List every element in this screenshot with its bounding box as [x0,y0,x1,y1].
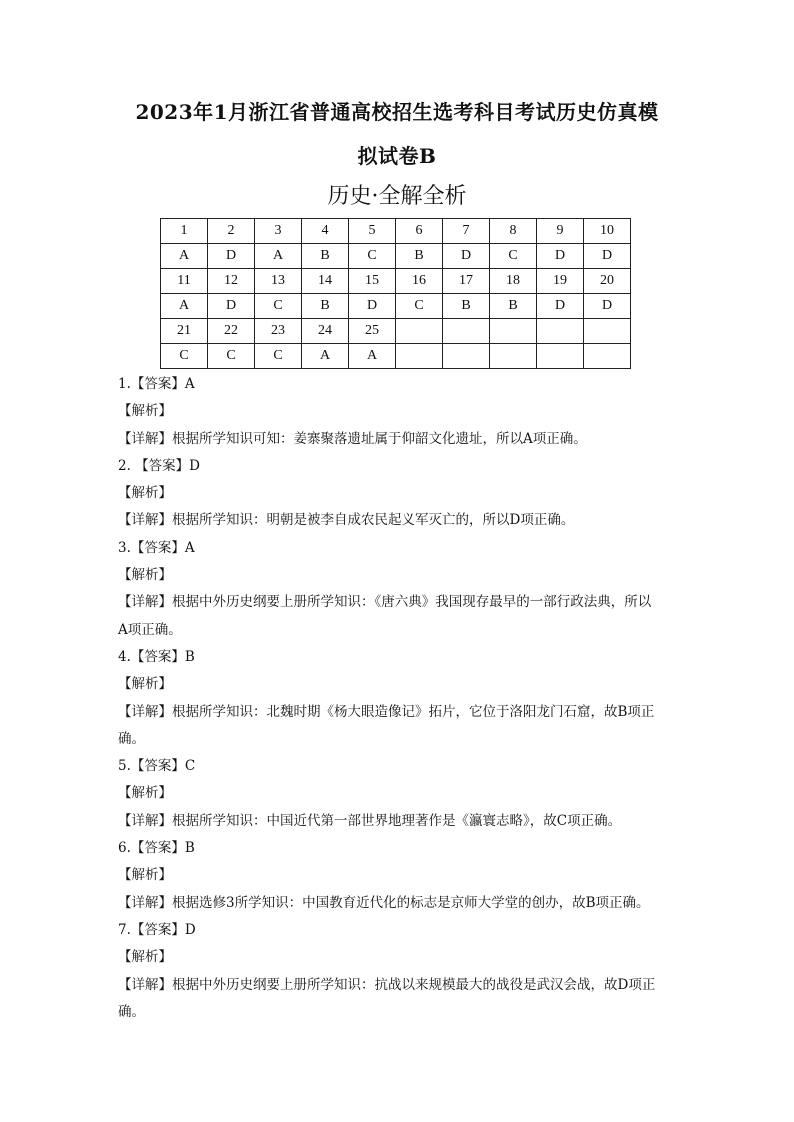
answer-cell: A [349,344,396,369]
question-number-cell: 6 [396,219,443,244]
question-number-cell: 23 [255,319,302,344]
question-number-cell [584,319,631,344]
analysis-line: 【详解】根据所学知识：中国近代第一部世界地理著作是《瀛寰志略》，故C项正确。 [118,812,622,829]
question-number-cell: 21 [161,319,208,344]
analysis-section [118,371,678,1026]
question-number-cell: 14 [302,269,349,294]
page-title-line-1: 2023年1月浙江省普通高校招生选考科目考试历史仿真模 [135,100,659,124]
analysis-line: 【解析】 [118,485,172,502]
answer-cell: C [161,344,208,369]
answer-cell: D [537,294,584,319]
answer-cell [490,344,537,369]
analysis-line: 【详解】根据所学知识：北魏时期《杨大眼造像记》拓片，它位于洛阳龙门石窟，故B项正 [118,703,655,720]
answer-cell [584,344,631,369]
analysis-line: 6.【答案】B [118,840,195,857]
analysis-line: 【详解】根据所学知识可知：姜寨聚落遗址属于仰韶文化遗址，所以A项正确。 [118,430,587,447]
question-number-cell [537,319,584,344]
answer-table [160,218,631,369]
analysis-line: 【解析】 [118,567,172,584]
answer-cell [537,344,584,369]
question-number-row [161,319,631,344]
question-number-cell: 9 [537,219,584,244]
question-number-cell: 10 [584,219,631,244]
question-number-cell: 24 [302,319,349,344]
question-number-cell: 18 [490,269,537,294]
answer-cell: B [302,294,349,319]
question-number-cell: 13 [255,269,302,294]
analysis-line: 1.【答案】A [118,376,195,392]
question-number-cell: 20 [584,269,631,294]
answer-cell: B [396,244,443,269]
answer-cell: D [208,294,255,319]
answer-cell: C [490,244,537,269]
answer-cell: D [208,244,255,269]
answer-cell: D [443,244,490,269]
question-number-cell: 25 [349,319,396,344]
answer-cell: D [584,244,631,269]
question-number-cell [490,319,537,344]
analysis-line: 【解析】 [118,949,172,966]
analysis-line: 【解析】 [118,676,172,693]
page-title-line-2: 拟试卷B [357,144,437,168]
answer-row [161,294,631,319]
analysis-line: 【解析】 [118,403,172,420]
answer-cell: C [208,344,255,369]
question-number-cell: 11 [161,269,208,294]
question-number-row [161,219,631,244]
question-number-cell: 1 [161,219,208,244]
page-subtitle: 历史·全解全析 [327,184,467,209]
analysis-line: 7.【答案】D [118,921,196,938]
question-number-row [161,269,631,294]
answer-cell: B [490,294,537,319]
question-number-cell [396,319,443,344]
answer-cell: D [537,244,584,269]
question-number-cell [443,319,490,344]
analysis-line: 4.【答案】B [118,648,195,665]
answer-cell [396,344,443,369]
question-number-cell: 17 [443,269,490,294]
answer-cell [443,344,490,369]
answer-cell: C [396,294,443,319]
answer-row [161,344,631,369]
answer-row [161,244,631,269]
question-number-cell: 8 [490,219,537,244]
question-number-cell: 19 [537,269,584,294]
answer-cell: A [161,244,208,269]
analysis-line: 【详解】根据中外历史纲要上册所学知识：《唐六典》我国现存最早的一部行政法典，所以 [118,594,652,611]
analysis-line: 【解析】 [118,785,172,802]
answer-cell: C [255,344,302,369]
question-number-cell: 3 [255,219,302,244]
answer-cell: C [255,294,302,319]
question-number-cell: 2 [208,219,255,244]
analysis-line: 确。 [118,730,145,747]
analysis-line: 2. 【答案】D [118,457,200,474]
answer-cell: C [349,244,396,269]
analysis-line: 【解析】 [118,867,172,884]
answer-cell: A [302,344,349,369]
question-number-cell: 15 [349,269,396,294]
analysis-line: 5.【答案】C [118,758,196,775]
question-number-cell: 16 [396,269,443,294]
analysis-line: 【详解】根据中外历史纲要上册所学知识：抗战以来规模最大的战役是武汉会战，故D项正 [118,976,656,993]
analysis-line: 【详解】根据选修3所学知识：中国教育近代化的标志是京师大学堂的创办，故B项正确。 [118,894,650,911]
analysis-line: 确。 [118,1003,145,1020]
analysis-line: 3.【答案】A [118,539,195,556]
question-number-cell: 12 [208,269,255,294]
answer-cell: B [302,244,349,269]
question-number-cell: 7 [443,219,490,244]
answer-cell: B [443,294,490,319]
analysis-line: A项正确。 [118,621,182,638]
question-number-cell: 22 [208,319,255,344]
question-number-cell: 4 [302,219,349,244]
answer-cell: A [161,294,208,319]
answer-cell: A [255,244,302,269]
question-number-cell: 5 [349,219,396,244]
answer-cell: D [349,294,396,319]
answer-cell: D [584,294,631,319]
analysis-line: 【详解】根据所学知识：明朝是被李自成农民起义军灭亡的，所以D项正确。 [118,512,575,529]
